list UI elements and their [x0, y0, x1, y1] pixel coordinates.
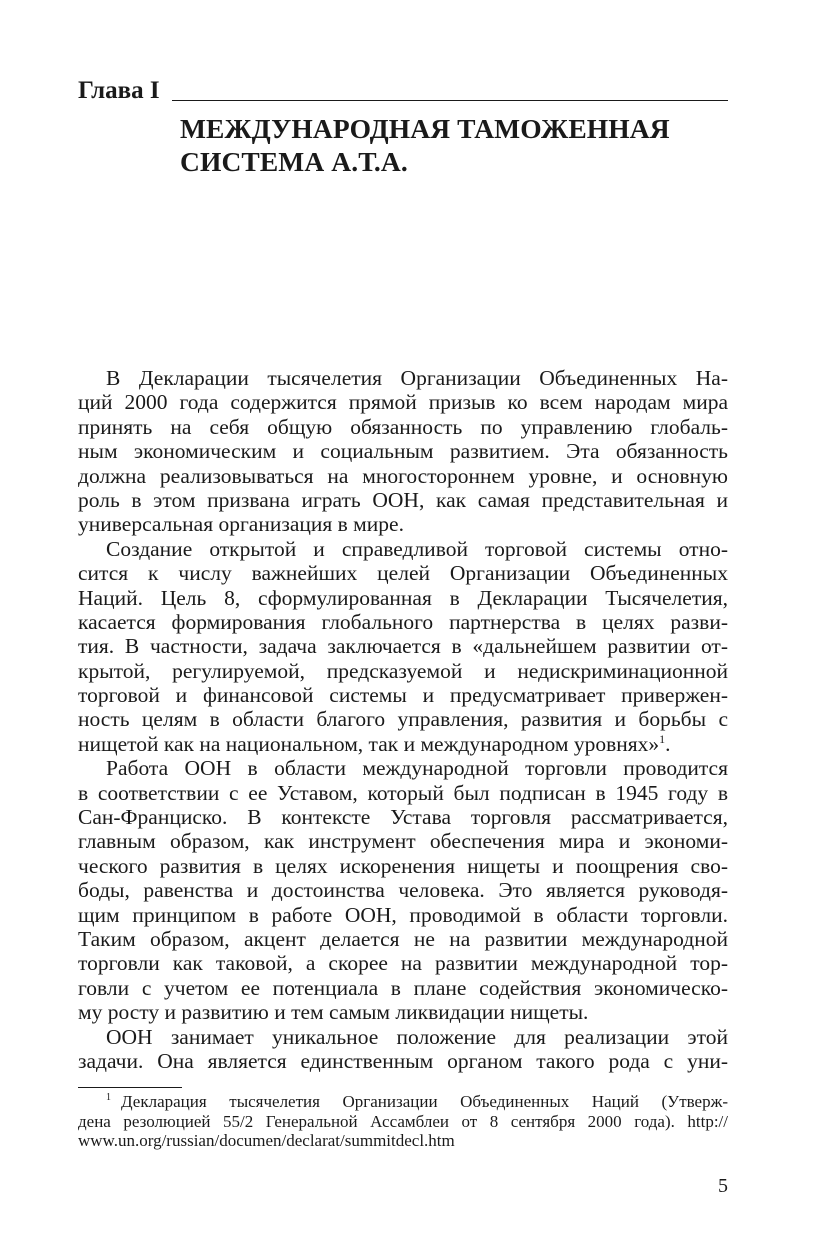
text-line: В Декларации тысячелетия Организации Объединенных На-	[106, 366, 728, 390]
text-line: торговли как таковой, а скорее на развитии международной тор-	[78, 951, 728, 976]
chapter-title-line: СИСТЕМА А.Т.А.	[180, 146, 408, 177]
text-line: ность целям в области благого управления, развития и борьбы с	[78, 707, 728, 732]
text-line: должна реализовываться на многостороннем уровне, и основную	[78, 463, 728, 488]
text-line-with-footnote: нищетой как на национальном, так и международном уровнях»$^1$.	[78, 731, 671, 756]
text-line: ООН занимает уникальное положение для реализации этой	[106, 1024, 728, 1049]
text-line: Сан-Франциско. В контексте Устава торговля рассматривается,	[78, 805, 728, 830]
text-line: тия. В частности, задача заключается в «дальнейшем развитии от-	[78, 634, 728, 659]
text-line: задачи. Она является единственным органом такого рода с уни-	[78, 1048, 728, 1073]
text-line: главным образом, как инструмент обеспечения мира и экономи-	[78, 829, 728, 854]
text-line: му росту и развитию и тем самым ликвидации нищеты.	[78, 1000, 589, 1025]
chapter-title-line: МЕЖДУНАРОДНАЯ ТАМОЖЕННАЯ	[180, 113, 670, 144]
text-line: Работа ООН в области международной торговли проводится	[106, 756, 728, 781]
text-line-content: нищетой как на национальном, так и международном уровнях»	[78, 731, 660, 756]
footnote-link[interactable]: www.un.org/russian/documen/declarat/summitdecl.htm	[78, 1131, 455, 1150]
text-line: боды, равенства и достоинства человека. Это является руководя-	[78, 878, 728, 903]
text-line: ным экономическим и социальным развитием. Эта обязанность	[78, 439, 728, 464]
footnote-line: дена резолюцией 55/2 Генеральной Ассамблеи от 8 сентября 2000 года). http://	[78, 1111, 728, 1131]
page-number: 5	[718, 1175, 728, 1197]
footnote-number: 1	[106, 1092, 111, 1103]
footnote-line	[78, 1092, 728, 1112]
footnote-line-content: Декларация тысячелетия Организации Объединенных Наций (Утверж-	[121, 1092, 728, 1111]
text-line: универсальная организация в мире.	[78, 512, 404, 537]
footnote-separator	[78, 1087, 182, 1088]
text-line: роль в этом призвана играть ООН, как самая представительная и	[78, 487, 728, 512]
chapter-label: Глава I	[78, 77, 160, 104]
text-line: ций 2000 года содержится прямой призыв ко всем народам мира	[78, 390, 728, 415]
text-line: ческого развития в целях искоренения нищеты и поощрения сво-	[78, 853, 728, 878]
text-line: касается формирования глобального партнерства в целях разви-	[78, 609, 728, 634]
chapter-rule	[172, 100, 728, 101]
footnote	[78, 1092, 728, 1151]
chapter-heading-row	[78, 76, 728, 106]
text-line: сится к числу важнейших целей Организации Объединенных	[78, 561, 728, 586]
text-line: принять на себя общую обязанность по управлению глобаль-	[78, 414, 728, 439]
text-line: Наций. Цель 8, сформулированная в Декларации Тысячелетия,	[78, 585, 728, 610]
text-line: говли с учетом ее потенциала в плане содействия экономическо-	[78, 975, 728, 1000]
footnote-reference[interactable]: 1	[659, 731, 666, 746]
text-line: Создание открытой и справедливой торговой системы отно-	[106, 536, 728, 561]
text-line: торговой и финансовой системы и предусматривает привержен-	[78, 683, 728, 708]
chapter-title	[180, 112, 740, 178]
text-line: щим принципом в работе ООН, проводимой в области торговли.	[78, 902, 728, 927]
text-line: в соответствии с ее Уставом, который был подписан в 1945 году в	[78, 780, 728, 805]
text-line: Таким образом, акцент делается не на развитии международной	[78, 926, 728, 951]
text-line: крытой, регулируемой, предсказуемой и недискриминационной	[78, 658, 728, 683]
body-text	[78, 366, 728, 1073]
